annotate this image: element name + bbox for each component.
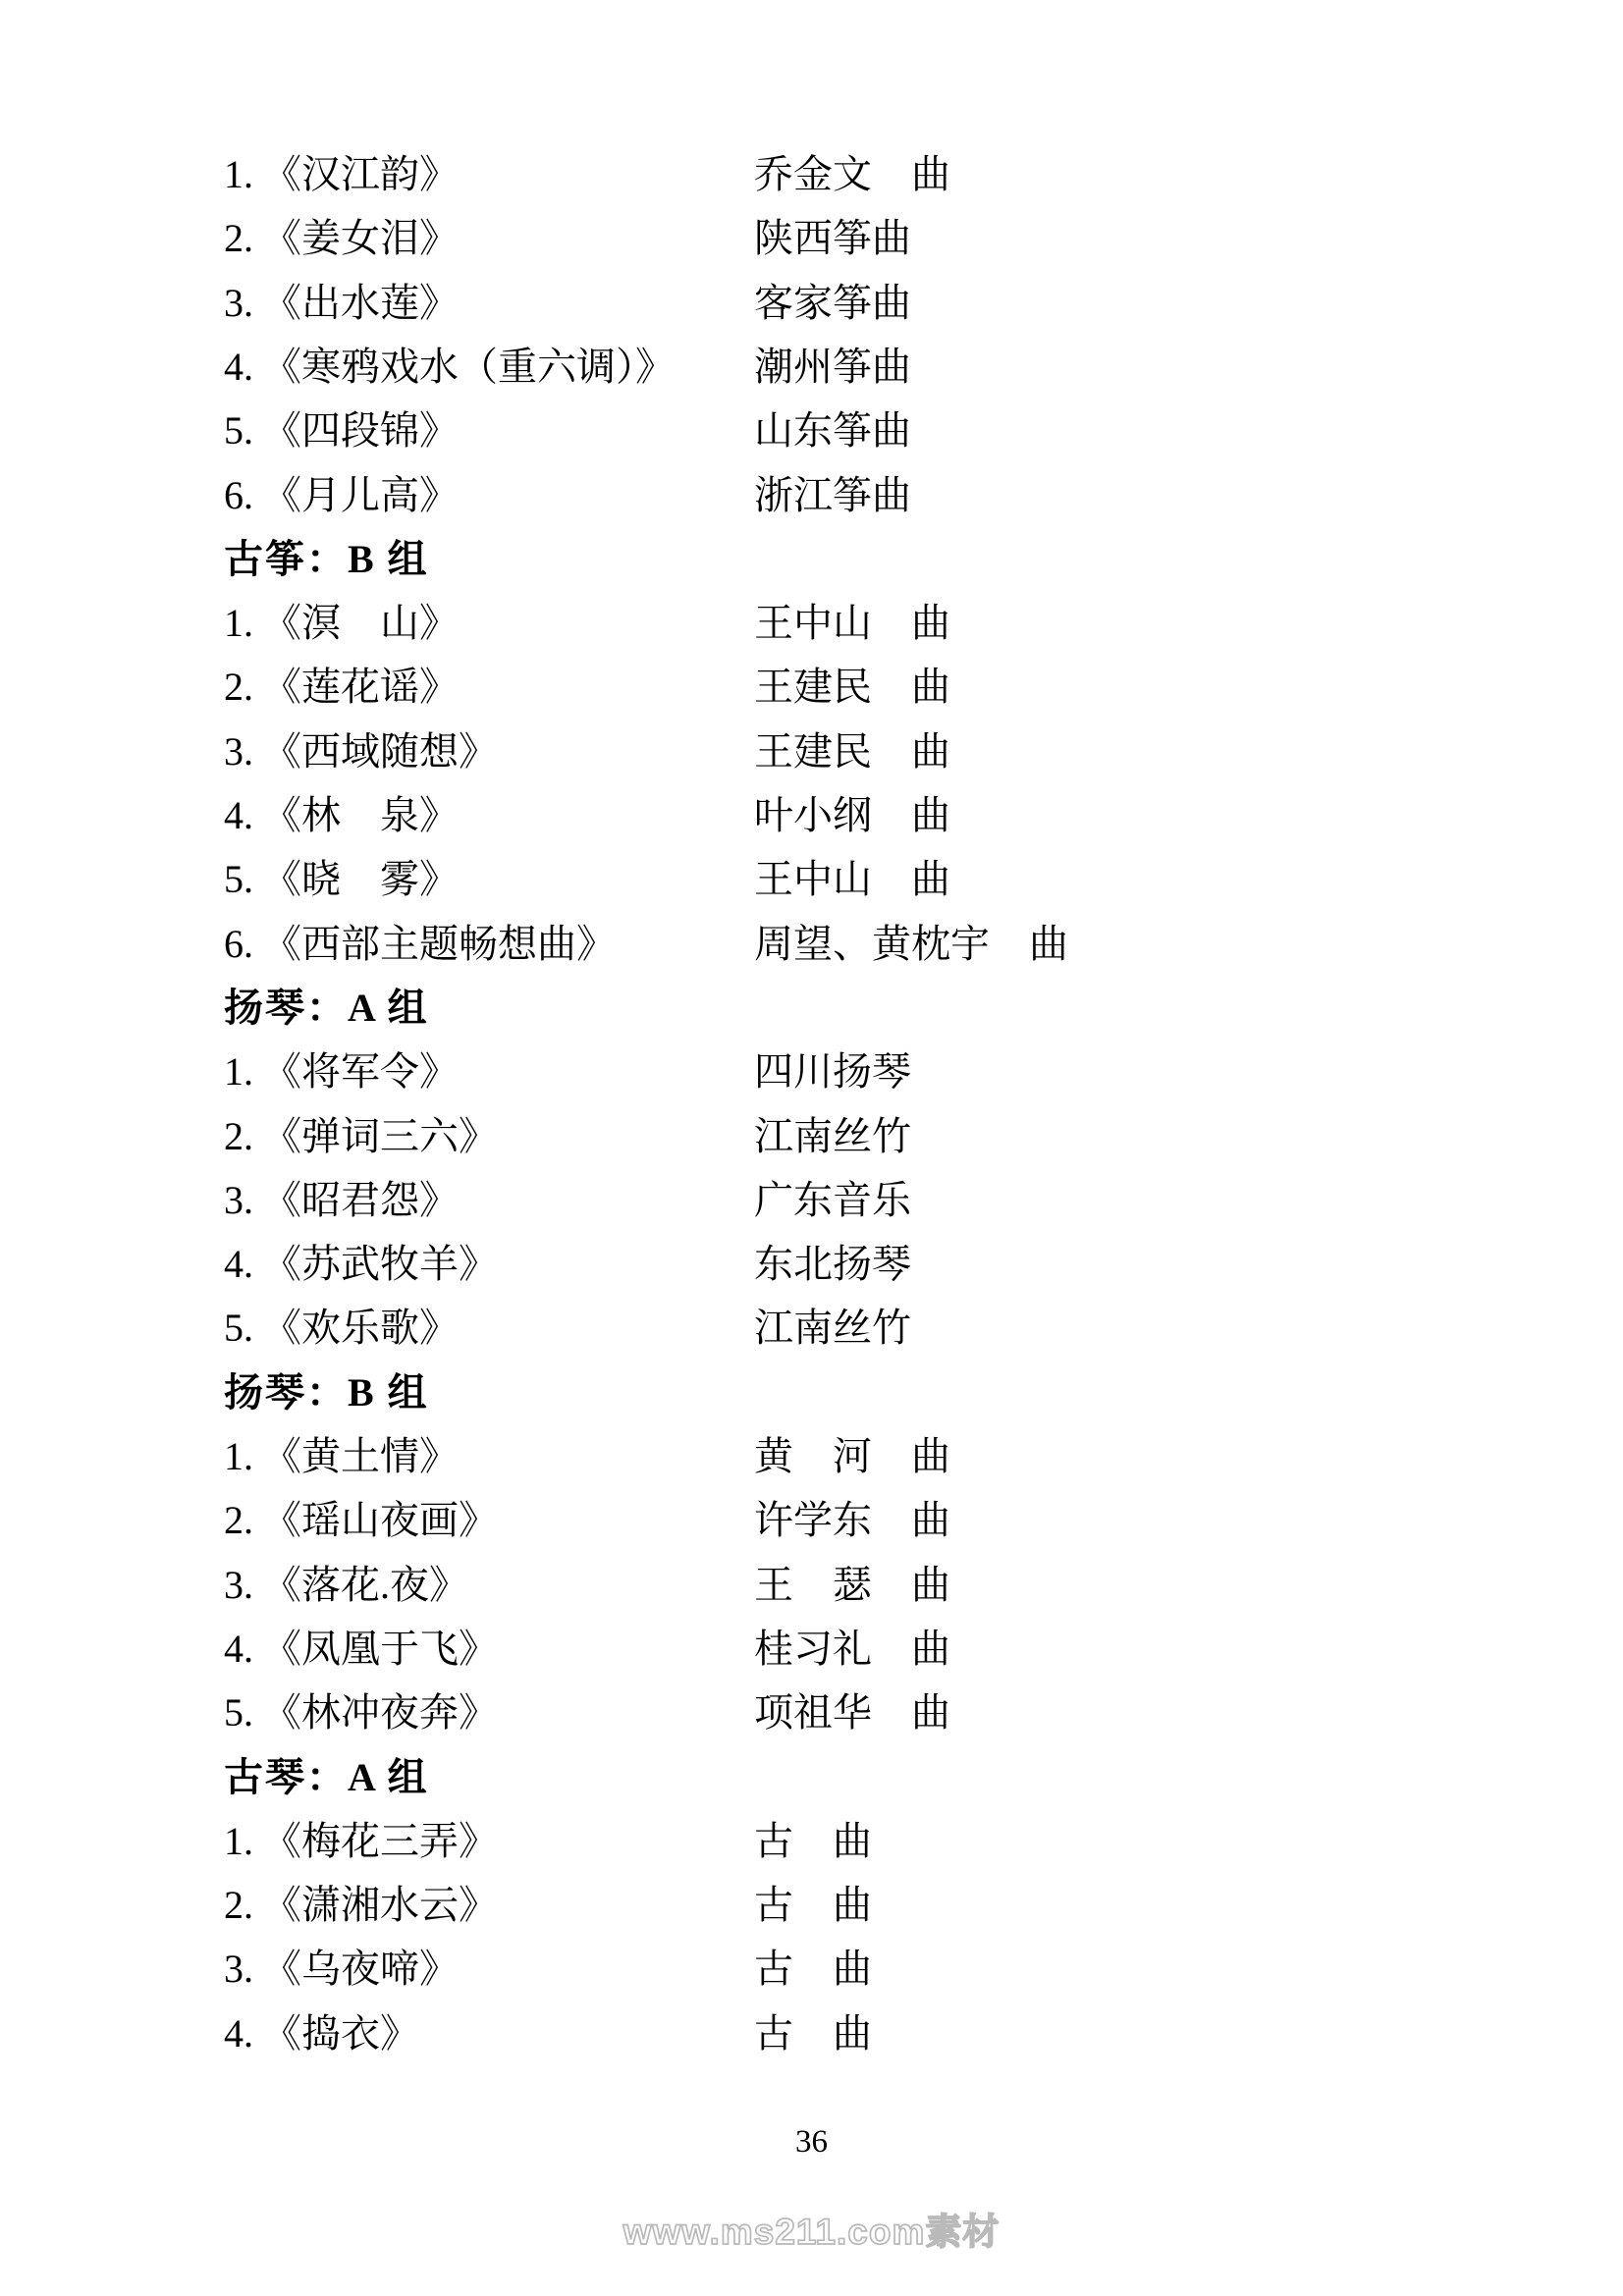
repertoire-row: [0, 1044, 1623, 1099]
piece-source: 乔金文 曲: [754, 152, 950, 196]
piece-label: [224, 276, 459, 331]
piece-index: 5.: [224, 857, 253, 901]
repertoire-row: [0, 1942, 1623, 1997]
piece-label: [224, 468, 459, 523]
piece-title: 《寒鸦戏水（重六调）》: [262, 345, 675, 389]
piece-source: 古 曲: [754, 2011, 872, 2056]
piece-source: 江南丝竹: [754, 1306, 911, 1350]
repertoire-row: [0, 211, 1623, 266]
piece-index: 1.: [224, 1049, 253, 1094]
piece-source: 王中山 曲: [754, 601, 950, 645]
repertoire-row: [0, 1814, 1623, 1869]
piece-source: 古 曲: [754, 1947, 872, 1991]
piece-source: 古 曲: [754, 1883, 872, 1927]
piece-index: 5.: [224, 1306, 253, 1350]
piece-label: [224, 211, 459, 266]
piece-index: 3.: [224, 1947, 253, 1991]
piece-title: 《梅花三弄》: [262, 1819, 498, 1863]
page-number: 36: [795, 2124, 828, 2160]
section-header-row: [0, 532, 1623, 587]
piece-index: 3.: [224, 729, 253, 774]
piece-source: 客家筝曲: [754, 281, 911, 325]
piece-title: 《落花.夜》: [262, 1563, 468, 1607]
piece-label: [224, 596, 459, 651]
piece-title: 《凤凰于飞》: [262, 1627, 498, 1671]
repertoire-row: [0, 1173, 1623, 1228]
piece-index: 3.: [224, 281, 253, 325]
piece-title: 《弹词三六》: [262, 1114, 498, 1158]
piece-source: 黄 河 曲: [754, 1434, 950, 1478]
repertoire-row: [0, 1878, 1623, 1933]
piece-title: 《汉江韵》: [262, 152, 459, 196]
piece-title: 《将军令》: [262, 1049, 459, 1094]
piece-title: 《瑶山夜画》: [262, 1498, 498, 1542]
piece-index: 2.: [224, 665, 253, 709]
section-header: 古筝：B 组: [224, 537, 429, 581]
piece-label: [224, 1301, 459, 1356]
piece-index: 4.: [224, 1242, 253, 1286]
piece-label: [224, 1558, 468, 1613]
piece-title: 《欢乐歌》: [262, 1306, 459, 1350]
piece-label: [224, 1622, 498, 1677]
piece-title: 《林冲夜奔》: [262, 1690, 498, 1735]
piece-index: 5.: [224, 408, 253, 453]
section-header-row: [0, 1750, 1623, 1805]
piece-title: 《乌夜啼》: [262, 1947, 459, 1991]
piece-index: 1.: [224, 1819, 253, 1863]
repertoire-row: [0, 1685, 1623, 1740]
section-header: 扬琴：B 组: [224, 1370, 429, 1415]
piece-label: [224, 340, 675, 395]
piece-index: 2.: [224, 1498, 253, 1542]
piece-source: 周望、黄枕宇 曲: [754, 922, 1068, 966]
repertoire-row: [0, 276, 1623, 331]
piece-source: 桂习礼 曲: [754, 1627, 950, 1671]
piece-label: [224, 1109, 498, 1164]
piece-index: 1.: [224, 152, 253, 196]
piece-index: 4.: [224, 2011, 253, 2056]
piece-label: [224, 2006, 419, 2061]
piece-label: [224, 724, 498, 779]
piece-title: 《晓 雾》: [262, 857, 459, 901]
repertoire-row: [0, 1558, 1623, 1613]
piece-title: 《溟 山》: [262, 601, 459, 645]
piece-label: [224, 1237, 498, 1292]
piece-label: [224, 1173, 459, 1228]
piece-label: [224, 1942, 459, 1997]
piece-index: 6.: [224, 473, 253, 517]
piece-source: 许学东 曲: [754, 1498, 950, 1542]
piece-title: 《黄土情》: [262, 1434, 459, 1478]
watermark: www.ms211.com素材: [622, 2212, 1001, 2252]
piece-title: 《苏武牧羊》: [262, 1242, 498, 1286]
piece-source: 浙江筝曲: [754, 473, 911, 517]
piece-index: 4.: [224, 793, 253, 837]
piece-label: [224, 660, 459, 715]
piece-index: 1.: [224, 601, 253, 645]
piece-source: 王建民 曲: [754, 729, 950, 774]
piece-source: 王中山 曲: [754, 857, 950, 901]
piece-label: [224, 1685, 498, 1740]
piece-label: [224, 852, 459, 907]
piece-source: 叶小纲 曲: [754, 793, 950, 837]
piece-source: 王建民 曲: [754, 665, 950, 709]
piece-label: [224, 403, 459, 458]
piece-index: 3.: [224, 1563, 253, 1607]
section-header-row: [0, 981, 1623, 1036]
repertoire-row: [0, 1622, 1623, 1677]
piece-title: 《西域随想》: [262, 729, 498, 774]
piece-title: 《昭君怨》: [262, 1178, 459, 1222]
piece-index: 2.: [224, 1114, 253, 1158]
piece-source: 项祖华 曲: [754, 1690, 950, 1735]
piece-source: 东北扬琴: [754, 1242, 911, 1286]
piece-label: [224, 1878, 498, 1933]
piece-label: [224, 147, 459, 202]
piece-source: 陕西筝曲: [754, 216, 911, 260]
section-header: 扬琴：A 组: [224, 986, 429, 1030]
repertoire-row: [0, 788, 1623, 843]
section-header: 古琴：A 组: [224, 1755, 429, 1799]
piece-label: [224, 1429, 459, 1484]
repertoire-row: [0, 917, 1623, 972]
piece-source: 潮州筝曲: [754, 345, 911, 389]
piece-title: 《西部主题畅想曲》: [262, 922, 616, 966]
piece-label: [224, 1493, 498, 1548]
piece-index: 4.: [224, 345, 253, 389]
repertoire-row: [0, 468, 1623, 523]
repertoire-row: [0, 340, 1623, 395]
piece-index: 4.: [224, 1627, 253, 1671]
repertoire-row: [0, 147, 1623, 202]
piece-index: 3.: [224, 1178, 253, 1222]
repertoire-row: [0, 1301, 1623, 1356]
piece-title: 《出水莲》: [262, 281, 459, 325]
piece-title: 《四段锦》: [262, 408, 459, 453]
piece-index: 1.: [224, 1434, 253, 1478]
piece-index: 2.: [224, 216, 253, 260]
piece-title: 《莲花谣》: [262, 665, 459, 709]
repertoire-row: [0, 1493, 1623, 1548]
repertoire-row: [0, 1109, 1623, 1164]
repertoire-row: [0, 660, 1623, 715]
piece-label: [224, 788, 459, 843]
repertoire-row: [0, 596, 1623, 651]
repertoire-row: [0, 2006, 1623, 2061]
piece-label: [224, 917, 616, 972]
piece-source: 江南丝竹: [754, 1114, 911, 1158]
piece-source: 古 曲: [754, 1819, 872, 1863]
piece-title: 《林 泉》: [262, 793, 459, 837]
piece-title: 《捣衣》: [262, 2011, 419, 2056]
repertoire-row: [0, 1429, 1623, 1484]
piece-index: 6.: [224, 922, 253, 966]
piece-label: [224, 1814, 498, 1869]
piece-index: 5.: [224, 1690, 253, 1735]
repertoire-row: [0, 403, 1623, 458]
piece-label: [224, 1044, 459, 1099]
piece-source: 广东音乐: [754, 1178, 911, 1222]
piece-index: 2.: [224, 1883, 253, 1927]
repertoire-row: [0, 724, 1623, 779]
repertoire-row: [0, 852, 1623, 907]
piece-title: 《潇湘水云》: [262, 1883, 498, 1927]
piece-title: 《月儿高》: [262, 473, 459, 517]
piece-source: 山东筝曲: [754, 408, 911, 453]
repertoire-row: [0, 1237, 1623, 1292]
piece-source: 四川扬琴: [754, 1049, 911, 1094]
piece-source: 王 瑟 曲: [754, 1563, 950, 1607]
section-header-row: [0, 1365, 1623, 1420]
piece-title: 《姜女泪》: [262, 216, 459, 260]
